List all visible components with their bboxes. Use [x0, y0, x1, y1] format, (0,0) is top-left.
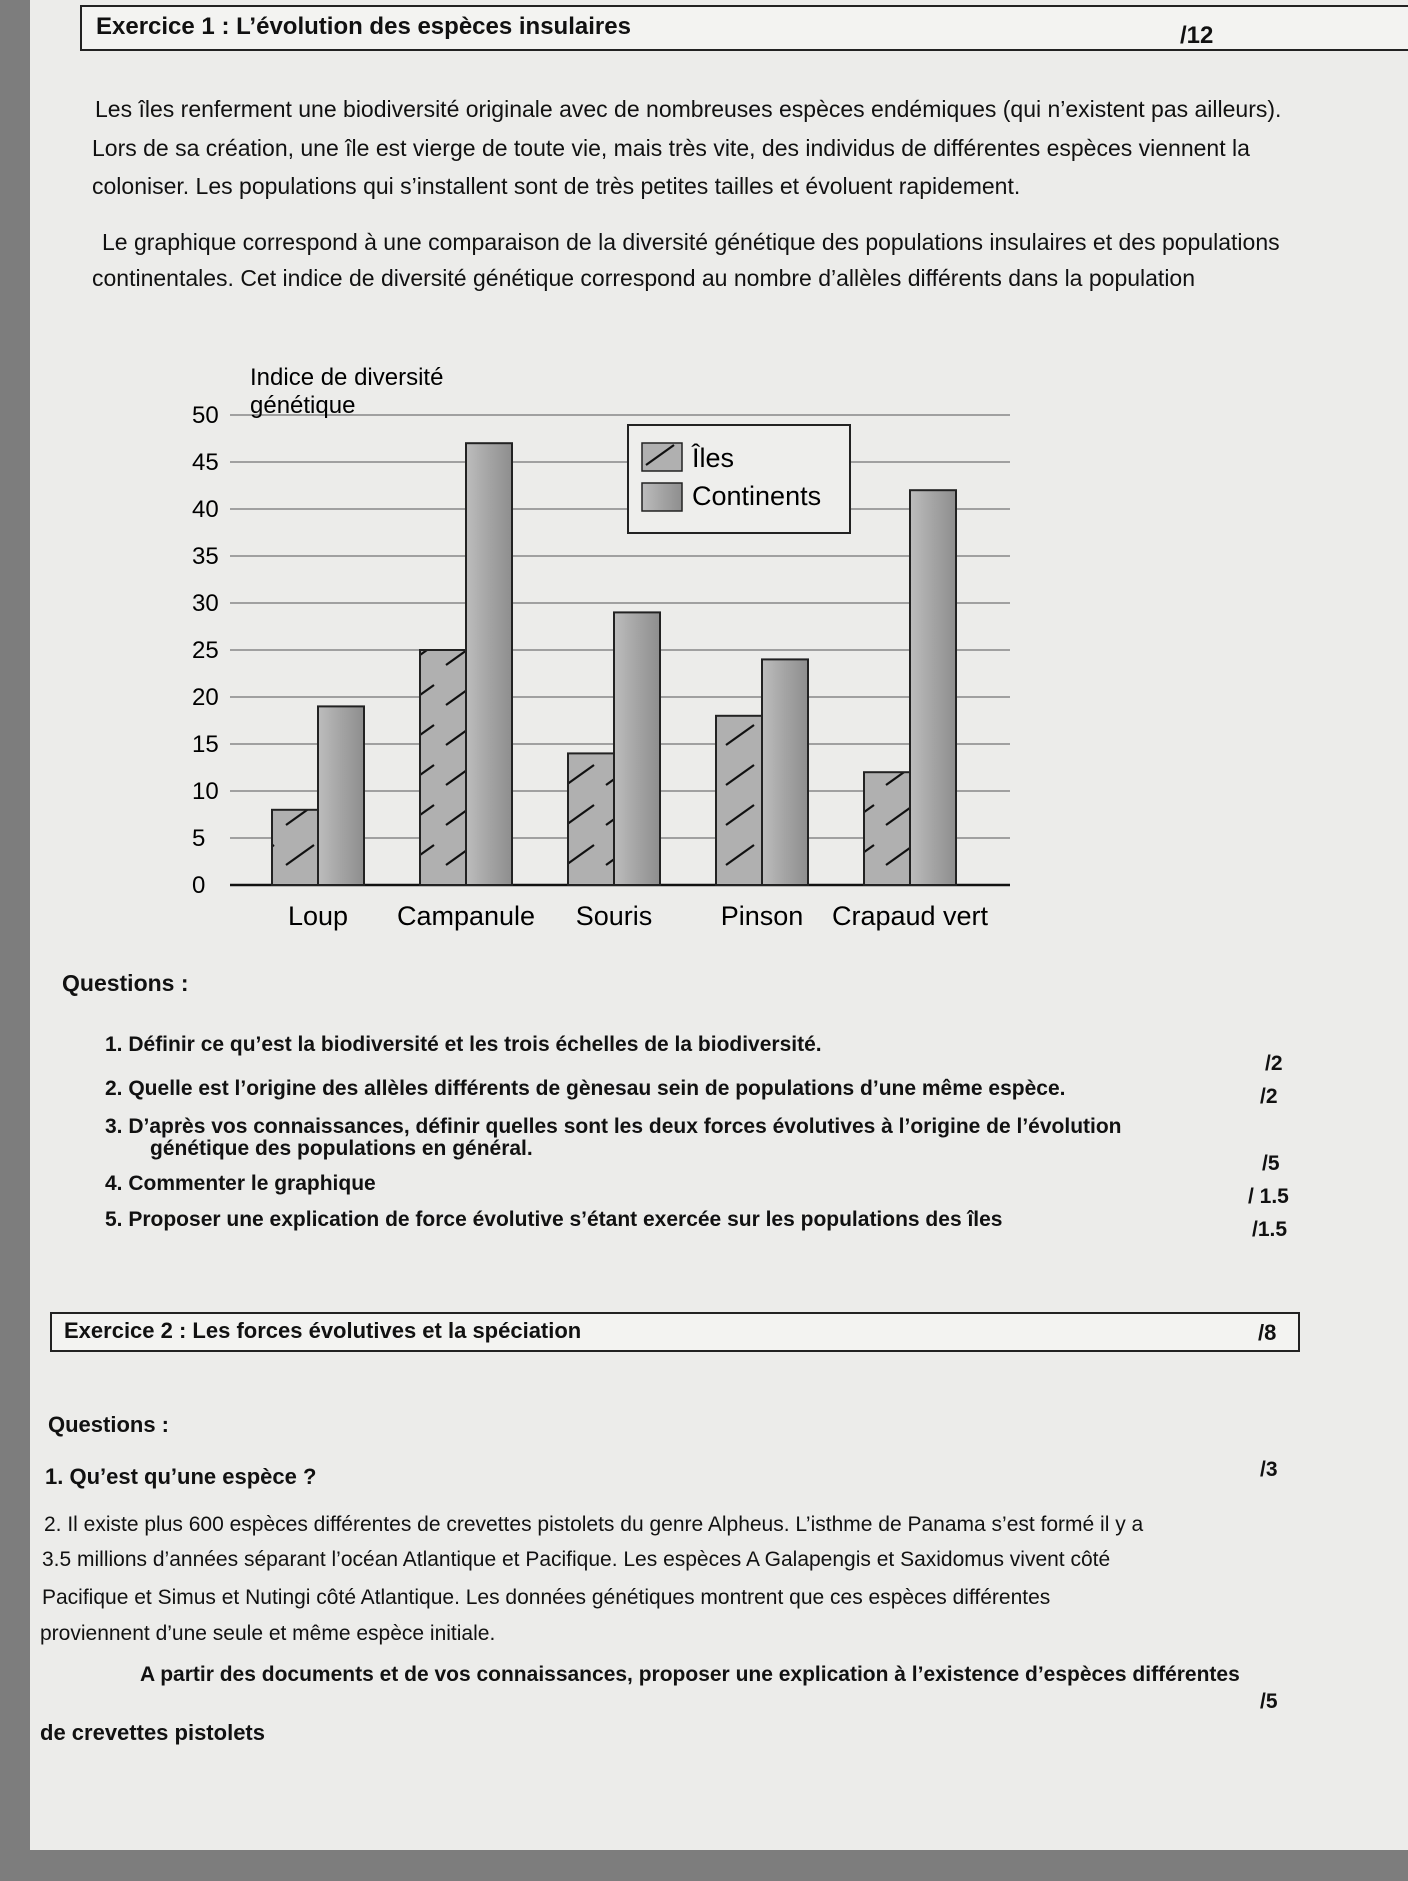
legend-label-iles: Îles: [692, 443, 735, 473]
bar-iles-souris: [568, 753, 614, 885]
exercise2-q2-line-4: proviennent d’une seule et même espèce initiale.: [40, 1622, 496, 1645]
chart-category-label: Loup: [287, 901, 349, 931]
chart-ytick-label: 35: [192, 543, 219, 570]
question-5-score: /1.5: [1252, 1218, 1288, 1241]
exercise2-q2-line-3: Pacifique et Simus et Nutingi côté Atlantique. Les données génétiques montrent que ces espèces différentes: [42, 1586, 1051, 1609]
intro-line-3: coloniser. Les populations qui s’installent sont de très petites tailles et évoluent rapidement.: [92, 173, 1021, 199]
legend-swatch-continents: [642, 483, 682, 511]
question-5: 5. Proposer une explication de force évolutive s’étant exercée sur les populations des îles: [105, 1208, 1003, 1231]
chart-category-label: Pinson: [720, 901, 804, 931]
exercise1-questions-label: Questions :: [62, 970, 189, 996]
exercise2-question-1: 1. Qu’est qu’une espèce ?: [45, 1464, 317, 1489]
exercise2-title: Exercice 2 : Les forces évolutives et la spéciation: [64, 1318, 582, 1343]
chart-legend: [628, 425, 850, 533]
chart-ytick-label: 20: [192, 684, 219, 711]
chart-ylabel-line1: Indice de diversité: [250, 364, 444, 391]
chart-category-label: Campanule: [396, 901, 536, 931]
exercise1-score: /12: [1180, 22, 1214, 49]
intro-line-1: Les îles renferment une biodiversité originale avec de nombreuses espèces endémiques (qui n’existent pas ailleurs).: [95, 96, 1282, 122]
legend-swatch-iles: [642, 443, 682, 471]
bar-iles-campanule: [420, 650, 466, 885]
exercise2-score: /8: [1258, 1320, 1277, 1345]
exercise2-title-box: [50, 1312, 1300, 1352]
exercise2-task-score: /5: [1260, 1690, 1278, 1713]
bar-continents-souris: [614, 612, 660, 885]
chart-ytick-label: 0: [192, 872, 206, 899]
bar-continents-loup: [318, 706, 364, 885]
exercise2-q2-line-1: 2. Il existe plus 600 espèces différentes de crevettes pistolets du genre Alpheus. L’isthme de Panama s’est formé il y a: [44, 1513, 1144, 1536]
legend-label-continents: Continents: [692, 481, 822, 511]
question-4: 4. Commenter le graphique: [105, 1172, 376, 1195]
intro-line-2: Lors de sa création, une île est vierge de toute vie, mais très vite, des individus de différentes espèces viennent la: [92, 135, 1250, 161]
question-1-score: /2: [1265, 1052, 1283, 1075]
question-2-score: /2: [1260, 1085, 1278, 1108]
exercise2-questions-label: Questions :: [48, 1412, 170, 1437]
exercise2-task-line-1: A partir des documents et de vos connaissances, proposer une explication à l’existence d’espèces différentes: [140, 1663, 1240, 1686]
chart-ytick-label: 25: [192, 637, 219, 664]
chart-ytick-label: 40: [192, 496, 219, 523]
chart-ytick-label: 10: [192, 778, 219, 805]
exercise2-question-1-score: /3: [1260, 1458, 1278, 1481]
bar-continents-campanule: [466, 443, 512, 885]
question-2: 2. Quelle est l’origine des allèles différents de gènesau sein de populations d’une même espèce.: [105, 1077, 1066, 1100]
genetic-diversity-chart: [160, 355, 1040, 955]
chart-ytick-label: 5: [192, 825, 206, 852]
bar-continents-pinson: [762, 659, 808, 885]
chart-ytick-label: 15: [192, 731, 219, 758]
chart-category-label: Souris: [575, 901, 653, 931]
question-3-score: /5: [1262, 1152, 1280, 1175]
bar-iles-crapaud-vert: [864, 772, 910, 885]
bar-iles-loup: [272, 810, 318, 885]
question-1: 1. Définir ce qu’est la biodiversité et les trois échelles de la biodiversité.: [105, 1033, 822, 1056]
exercise2-q2-line-2: 3.5 millions d’années séparant l’océan Atlantique et Pacifique. Les espèces A Galapengis et Saxidomus vivent côté: [42, 1548, 1111, 1571]
question-3: 3. D’après vos connaissances, définir quelles sont les deux forces évolutives à l’origine de l’évolution: [105, 1115, 1122, 1138]
intro-line-4: Le graphique correspond à une comparaison de la diversité génétique des populations insulaires et des populations: [102, 229, 1280, 255]
worksheet-page: [30, 0, 1408, 1850]
exercise1-title: Exercice 1 : L’évolution des espèces insulaires: [96, 13, 631, 40]
question-3-cont: génétique des populations en général.: [150, 1137, 533, 1160]
bar-continents-crapaud-vert: [910, 490, 956, 885]
chart-ylabel-line2: génétique: [250, 392, 356, 419]
chart-ytick-label: 45: [192, 449, 219, 476]
intro-line-5: continentales. Cet indice de diversité génétique correspond au nombre d’allèles différents dans la population: [92, 265, 1196, 291]
chart-ytick-label: 30: [192, 590, 219, 617]
question-4-score: / 1.5: [1248, 1185, 1289, 1208]
legend-box: [628, 425, 850, 533]
bar-iles-pinson: [716, 716, 762, 885]
chart-ytick-label: 50: [192, 402, 219, 429]
exercise2-task-line-2: de crevettes pistolets: [40, 1720, 265, 1745]
chart-category-label: Crapaud vert: [831, 901, 989, 931]
